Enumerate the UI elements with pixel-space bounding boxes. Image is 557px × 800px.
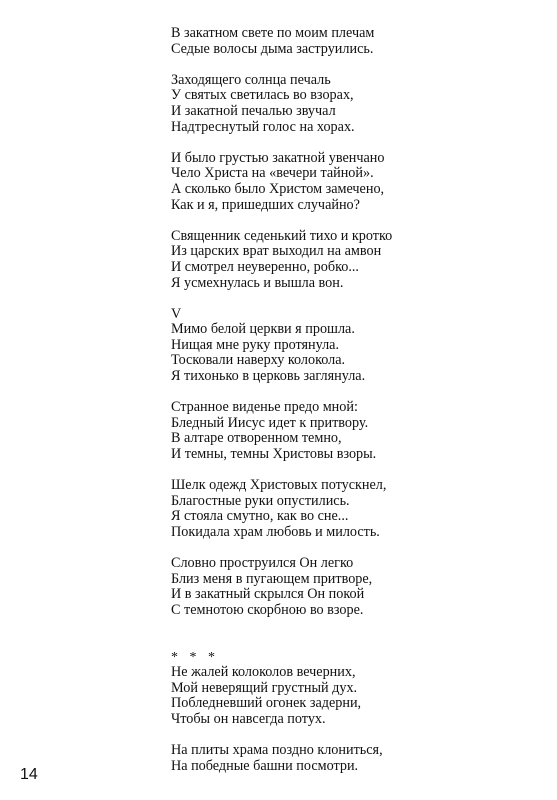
verse-line: Как и я, пришедших случайно? [171, 196, 360, 213]
verse-line: Не жалей колоколов вечерних, [171, 664, 356, 681]
verse-line: И темны, темны Христовы взоры. [171, 446, 377, 463]
verse-line: Чело Христа на «вечери тайной». [171, 165, 374, 182]
verse-line: Побледневший огонек задерни, [171, 695, 362, 712]
verse-line: Шелк одежд Христовых потускнел, [171, 477, 387, 494]
verse-line: Покидала храм любовь и милость. [171, 524, 380, 540]
stanza-gap [171, 135, 541, 151]
section-number: V [171, 305, 182, 322]
verse-line: Заходящего солнца печаль [171, 71, 331, 88]
stanza-gap [171, 385, 541, 401]
stanza-gap [171, 541, 541, 557]
verse-line: Я усмехнулась и вышла вон. [171, 274, 344, 291]
verse-line: И в закатный скрылся Он покой [171, 586, 365, 603]
page-number: 14 [20, 766, 38, 783]
section-gap [171, 619, 541, 650]
verse-line: Чтобы он навсегда потух. [171, 710, 326, 727]
verse-line: На победные башни посмотри. [171, 757, 359, 774]
verse-line: И закатной печалью звучал [171, 102, 336, 119]
verse-line: И было грустью закатной увенчано [171, 149, 385, 166]
verse-line: Мимо белой церкви я прошла. [171, 321, 355, 338]
verse-line: Мой неверящий грустный дух. [171, 679, 358, 696]
verse-line: В алтаре отворенном темно, [171, 430, 342, 447]
stanza [171, 73, 541, 135]
stanza [171, 26, 541, 57]
verse-line: Надтреснутый голос на хорах. [171, 118, 355, 135]
stanza-gap [171, 463, 541, 479]
verse-line: А сколько было Христом замечено, [171, 180, 385, 197]
verse-line: Странное виденье предо мной: [171, 399, 358, 416]
verse-line: В закатном свете по моим плечам [171, 25, 375, 41]
verse-line: На плиты храма поздно клониться, [171, 742, 383, 759]
stanza-gap [171, 291, 541, 307]
verse-line: Благостные руки опустились. [171, 492, 350, 509]
stanza [171, 556, 541, 618]
verse-line: И смотрел неуверенно, робко... [171, 258, 359, 275]
verse-line: Нищая мне руку протянула. [171, 336, 339, 353]
stanza-gap [171, 57, 541, 73]
verse-line: Седые волосы дыма заструились. [171, 40, 374, 57]
stanza-gap [171, 213, 541, 229]
stanza [171, 400, 541, 462]
verse-line: Тосковали наверху колокола. [171, 352, 346, 369]
verse-line: Бледный Иисус идет к притвору. [171, 414, 369, 431]
stanza [171, 478, 541, 540]
stanza [171, 743, 541, 774]
verse-line: Я стояла смутно, как во сне... [171, 508, 349, 525]
verse-line: С темнотою скорбною во взоре. [171, 601, 364, 618]
stanza [171, 229, 541, 291]
stanza [171, 322, 541, 384]
asterism-divider: * * * [171, 649, 219, 665]
poem-text [171, 26, 541, 774]
stanza [171, 665, 541, 727]
stanza [171, 151, 541, 213]
verse-line: Словно проструился Он легко [171, 555, 354, 572]
verse-line: Из царских врат выходил на амвон [171, 243, 382, 260]
stanza-gap [171, 728, 541, 744]
verse-line: У святых светилась во взорах, [171, 87, 354, 104]
verse-line: Близ меня в пугающем притворе, [171, 570, 373, 587]
verse-line: Священник седенький тихо и кротко [171, 227, 393, 244]
verse-line: Я тихонько в церковь заглянула. [171, 368, 366, 385]
